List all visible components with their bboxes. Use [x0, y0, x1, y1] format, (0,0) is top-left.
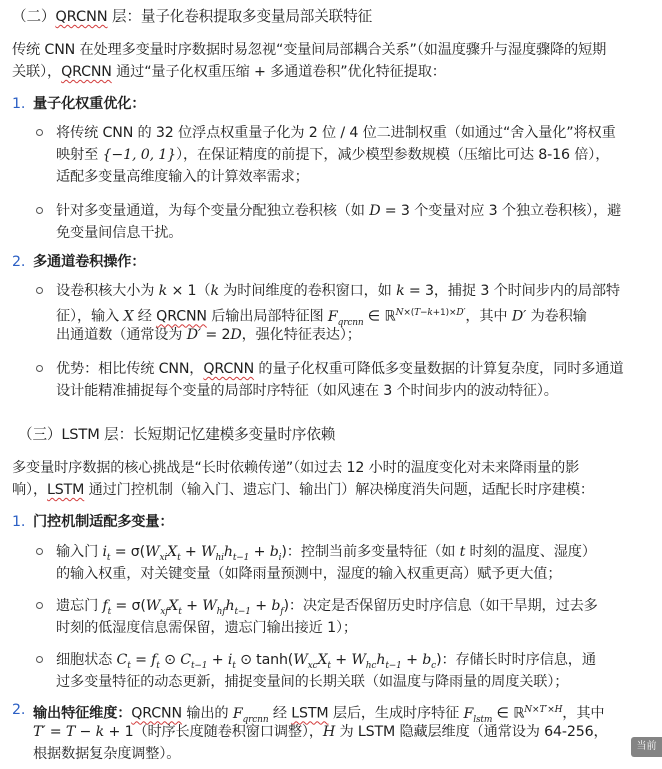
list-item-title: 门控机制适配多变量：: [33, 514, 174, 530]
bullet-text: 将传统 CNN 的 32 位浮点权重量子化为 2 位 / 4 位二进制权重（如通过“舍入量化”将权重: [56, 125, 616, 141]
list-number: 1.: [12, 514, 26, 530]
bullet-text: 征），输入 X 经 QRCNN 后输出局部特征图 $F_{qrcnn}$ ∈ ℝ$^{N\times(T-k+1)\times D'}$，其中 D′ 为卷积输: [56, 308, 587, 328]
bullet-text: 优势：相比传统 CNN，QRCNN 的量子化权重可降低多变量数据的计算复杂度，同时多通道: [56, 361, 624, 377]
intro-line: 传统 CNN 在处理多变量时序数据时易忽视“变量间局部耦合关系”（如温度骤升与湿度骤降的短期: [12, 42, 607, 58]
list-item-text: 根据数据复杂度调整）。: [33, 746, 181, 762]
intro-line: 多变量时序数据的核心挑战是“长时依赖传递”（如过去 12 小时的温度变化对未来降雨量的影: [12, 460, 580, 476]
section-heading-lstm: （三）LSTM 层：长短期记忆建模多变量时序依赖: [18, 426, 336, 443]
bullet-icon: [36, 602, 43, 609]
bullet-icon: [36, 365, 43, 372]
list-number: 2.: [12, 254, 26, 270]
list-number: 1.: [12, 96, 26, 112]
bullet-icon: [36, 207, 43, 214]
bullet-text: 输入门 $i_t = \sigma(W_{xi}X_t + W_{hi}h_{t-1} + b_i)$：控制当前多变量特征（如 t 时刻的温度、湿度）: [56, 544, 596, 563]
intro-line: 关联），QRCNN 通过“量子化权重压缩 + 多通道卷积”优化特征提取：: [12, 64, 446, 80]
current-badge[interactable]: 当前: [631, 737, 662, 757]
bullet-text: 出通道数（通常设为 D′ = 2D，强化特征表达）；: [56, 327, 361, 343]
bullet-text: 设卷积核大小为 k × 1（k 为时间维度的卷积窗口，如 k = 3，捕捉 3 个时间步内的局部特: [56, 283, 620, 299]
bullet-text: 设计能精准捕捉每个变量的局部时序特征（如风速在 3 个时间步内的波动特征）。: [56, 383, 558, 399]
list-item-text: 输出特征维度：QRCNN 输出的 $F_{qrcnn}$ 经 LSTM 层后，生成时序特征 $F_{lstm}$ ∈ ℝ$^{N\times T'\times H}$，其中: [33, 705, 605, 725]
bullet-icon: [36, 129, 43, 136]
list-number: 2.: [12, 702, 26, 718]
bullet-text: 针对多变量通道，为每个变量分配独立卷积核（如 D = 3 个变量对应 3 个独立卷积核），避: [56, 203, 622, 219]
bullet-text: 时刻的低湿度信息需保留，遗忘门输出接近 1）；: [56, 620, 357, 636]
bullet-text: 免变量间信息干扰。: [56, 225, 183, 241]
bullet-text: 适配多变量高维度输入的计算效率需求；: [56, 169, 309, 185]
section-heading-qrcnn: （二）QRCNN 层：量子化卷积提取多变量局部关联特征: [12, 8, 373, 25]
list-item-title: 多通道卷积操作：: [33, 254, 146, 270]
bullet-icon: [36, 548, 43, 555]
list-item-text: T′ = T − k + 1（时序长度随卷积窗口调整），H 为 LSTM 隐藏层维度（通常设为 64-256，: [33, 724, 608, 740]
bullet-text: 细胞状态 $C_t = f_t$ ⊙ $C_{t-1} + i_t$ ⊙ $\tanh(W_{xc}X_t + W_{hc}h_{t-1} + b_c)$：存储长时时序信息，通: [56, 652, 596, 671]
bullet-icon: [36, 287, 43, 294]
bullet-text: 遗忘门 $f_t = \sigma(W_{xf}X_t + W_{hf}h_{t-1} + b_f)$：决定是否保留历史时序信息（如干旱期，过去多: [56, 598, 598, 617]
intro-line: 响），LSTM 通过门控机制（输入门、遗忘门、输出门）解决梯度消失问题，适配长时序建模：: [12, 482, 594, 498]
bullet-text: 的输入权重，对关键变量（如降雨量预测中，湿度的输入权重更高）赋予更大值；: [56, 566, 562, 582]
bullet-text: 映射至 {−1, 0, 1}），在保证精度的前提下，减少模型参数规模（压缩比可达 8-16 倍），: [56, 147, 610, 163]
list-item-title: 量子化权重优化：: [33, 96, 146, 112]
bullet-icon: [36, 656, 43, 663]
bullet-text: 过多变量特征的动态更新，捕捉变量间的长期关联（如温度与降雨量的周度关联）；: [56, 674, 569, 690]
